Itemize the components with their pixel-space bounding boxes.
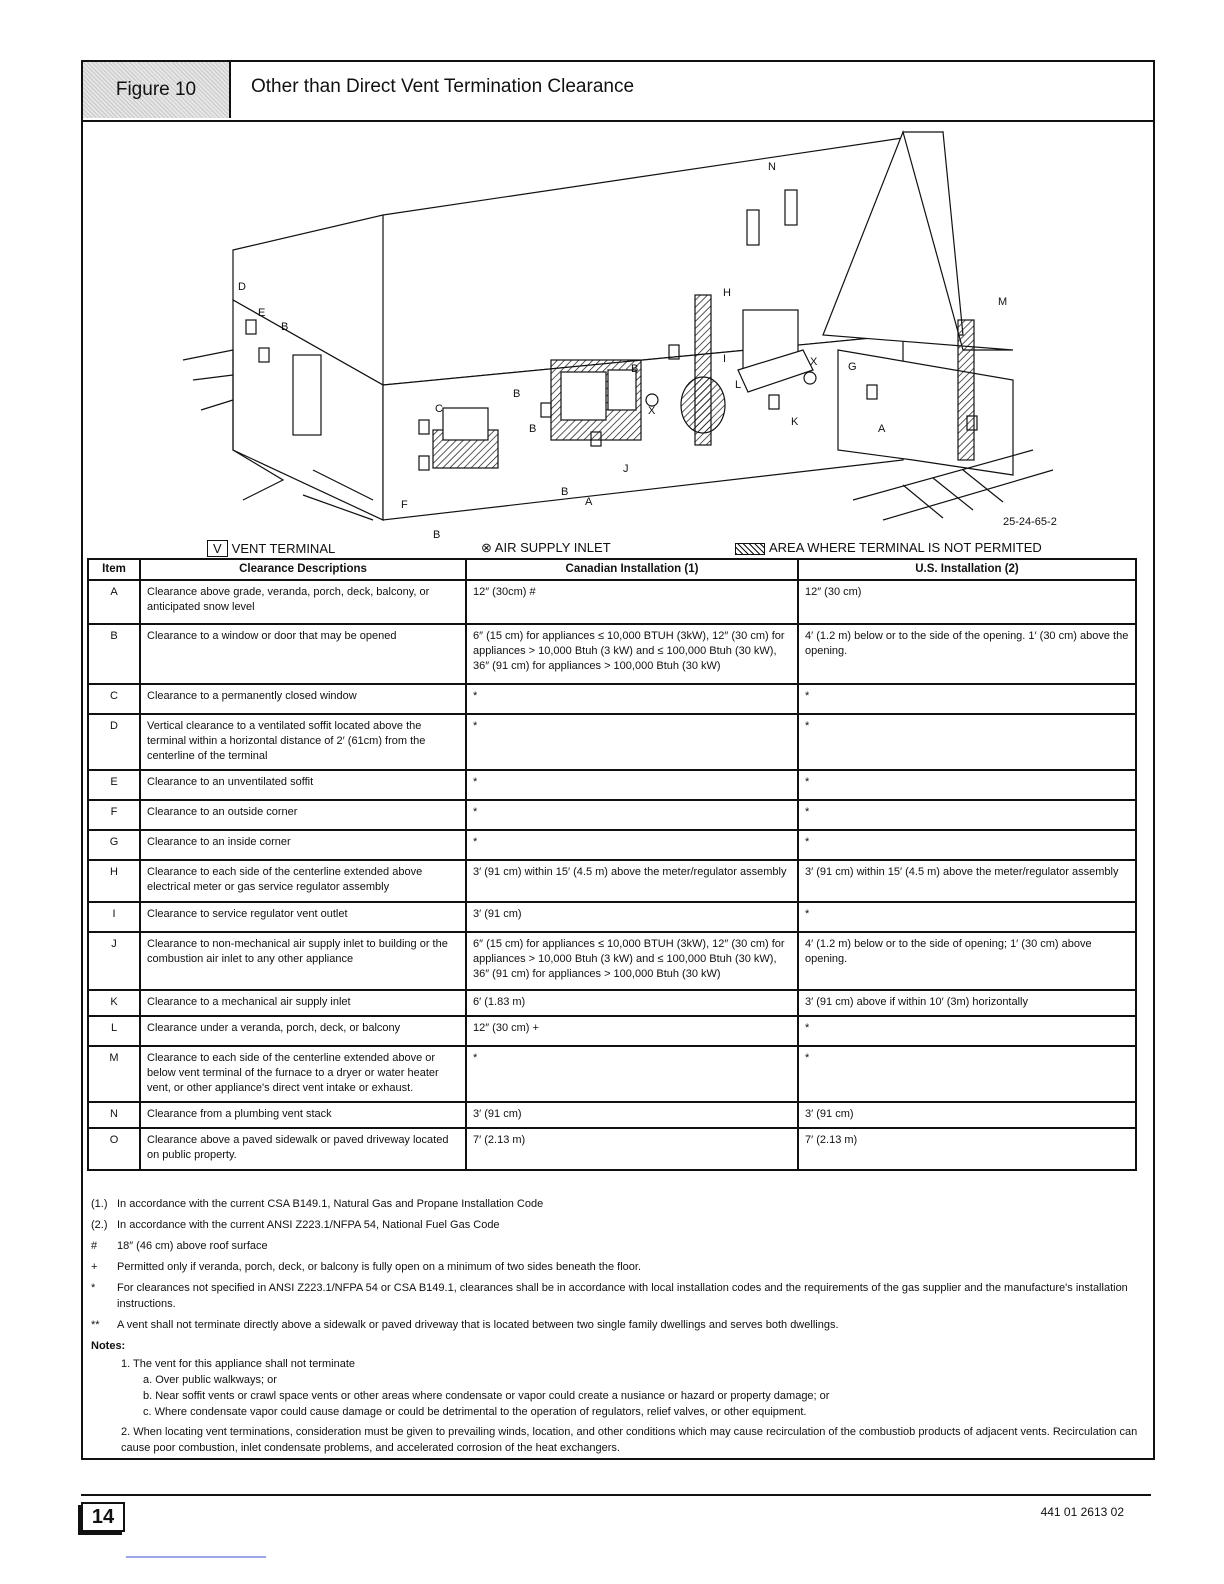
svg-text:J: J — [623, 463, 629, 475]
table-row: O Clearance above a paved sidewalk or paved driveway located on public property. 7′ (2.13 m) 7′ (2.13 m) — [88, 1128, 1136, 1170]
figure-frame — [81, 60, 1155, 1460]
air-supply-icon: ⊗ — [481, 540, 495, 555]
col-desc: Clearance Descriptions — [140, 559, 466, 580]
table-row: F Clearance to an outside corner * * — [88, 800, 1136, 830]
figure-header — [83, 62, 1153, 122]
legend-not-permitted: AREA WHERE TERMINAL IS NOT PERMITED — [735, 540, 1042, 555]
svg-text:A: A — [878, 423, 886, 435]
link-underline — [126, 1556, 266, 1558]
table-row: H Clearance to each side of the centerline extended above electrical meter or gas service regulator assembly 3′ (91 cm) within 15′ (4.5 m) above the meter/regulator assembly 3′ (91 cm) within 15′ (4.5 m) above the meter/regulator assembly — [88, 860, 1136, 902]
table-row: G Clearance to an inside corner * * — [88, 830, 1136, 860]
footnote: (1.) In accordance with the current CSA B149.1, Natural Gas and Propane Installation Code — [91, 1198, 544, 1210]
svg-text:F: F — [401, 499, 408, 511]
table-row: A Clearance above grade, veranda, porch, deck, balcony, or anticipated snow level 12″ (30cm) # 12″ (30 cm) — [88, 580, 1136, 624]
note-1: 1. The vent for this appliance shall not terminate — [121, 1358, 355, 1370]
svg-text:A: A — [585, 496, 593, 508]
house-diagram — [83, 120, 1153, 560]
notes-title: Notes: — [91, 1340, 126, 1352]
table-row: D Vertical clearance to a ventilated soffit located above the terminal within a horizontal distance of 2′ (61cm) from the centerline of the terminal * * — [88, 714, 1136, 770]
table-header-row — [88, 559, 1136, 580]
table-row: B Clearance to a window or door that may be opened 6″ (15 cm) for appliances ≤ 10,000 BTUH (3kW), 12″ (30 cm) for appliances > 10,000 Btuh (3 kW) and ≤ 100,000 Btuh (30 kW), 36″ (91 cm) for appliances > 100,000 Btuh (30 kW) 4′ (1.2 m) below or to the side of the opening. 1′ (30 cm) above the opening. — [88, 624, 1136, 684]
footnote: # 18″ (46 cm) above roof surface — [91, 1240, 268, 1252]
svg-text:B: B — [529, 423, 537, 435]
document-number: 441 01 2613 02 — [1040, 1505, 1124, 1519]
svg-text:I: I — [723, 353, 727, 365]
col-canadian: Canadian Installation (1) — [466, 559, 798, 580]
figure-title: Other than Direct Vent Termination Clearance — [251, 76, 635, 97]
svg-text:B: B — [561, 486, 569, 498]
svg-text:B: B — [631, 363, 639, 375]
door — [293, 355, 321, 435]
table-row: K Clearance to a mechanical air supply inlet 6′ (1.83 m) 3′ (91 cm) above if within 10′ (3m) horizontally — [88, 990, 1136, 1016]
table-row: M Clearance to each side of the centerline extended above or below vent terminal of the furnace to a dryer or water heater vent, or other appliance's direct vent intake or exhaust. * * — [88, 1046, 1136, 1102]
svg-text:K: K — [791, 416, 799, 428]
svg-text:B: B — [433, 529, 441, 541]
note-1a: a. Over public walkways; or — [143, 1374, 277, 1386]
svg-text:M: M — [998, 296, 1008, 308]
diagram-legend — [83, 540, 1153, 560]
legend-vent: V VENT TERMINAL — [207, 540, 335, 557]
svg-text:H: H — [723, 287, 731, 299]
svg-text:X: X — [648, 405, 656, 417]
svg-text:D: D — [238, 281, 246, 293]
table-row: L Clearance under a veranda, porch, deck, or balcony 12″ (30 cm) + * — [88, 1016, 1136, 1046]
footnote: + Permitted only if veranda, porch, deck, or balcony is fully open on a minimum of two sides beneath the floor. — [91, 1261, 641, 1273]
vent-symbol: V — [207, 540, 228, 557]
legend-air-supply: ⊗ AIR SUPPLY INLET — [481, 540, 611, 555]
table-row: J Clearance to non-mechanical air supply inlet to building or the combustion air inlet to any other appliance 6″ (15 cm) for appliances ≤ 10,000 BTUH (3kW), 12″ (30 cm) for appliances > 10,000 Btuh (3 kW) and ≤ 100,000 Btuh (30 kW), 36″ (91 cm) for appliances > 100,000 Btuh (30 kW) 4′ (1.2 m) below or to the side of opening; 1′ (30 cm) above opening. — [88, 932, 1136, 990]
col-item: Item — [88, 559, 140, 580]
footnote: (2.) In accordance with the current ANSI Z223.1/NFPA 54, National Fuel Gas Code — [91, 1219, 500, 1231]
svg-text:B: B — [513, 388, 521, 400]
note-2: 2. When locating vent terminations, consideration must be given to prevailing winds, location, and other conditions which may cause recirculation of the combustiob products of adjacent vents. Recirculation can cause poor combustion, inlet condensate problems, and accelerated corrosion of the heat exchangers. — [121, 1426, 1138, 1454]
svg-text:G: G — [848, 361, 857, 373]
note-1c: c. Where condensate vapor could cause damage or could be detrimental to the operation of regulators, relief valves, or other equipment. — [143, 1406, 807, 1418]
footnote: * For clearances not specified in ANSI Z223.1/NFPA 54 or CSA B149.1, clearances shall be in accordance with local installation codes and the requirements of the gas supplier and the manufacture's installation instructions. — [91, 1282, 1128, 1310]
svg-text:C: C — [435, 403, 443, 415]
hatch-icon — [735, 543, 765, 555]
svg-text:N: N — [768, 161, 776, 173]
footnotes — [91, 1196, 1141, 1456]
svg-text:L: L — [735, 379, 742, 391]
figure-label: Figure 10 — [83, 62, 231, 118]
table-row: E Clearance to an unventilated soffit * * — [88, 770, 1136, 800]
table-row: C Clearance to a permanently closed window * * — [88, 684, 1136, 714]
col-us: U.S. Installation (2) — [798, 559, 1136, 580]
svg-text:E: E — [258, 307, 266, 319]
svg-text:B: B — [281, 321, 289, 333]
drawing-number: 25-24-65-2 — [1003, 516, 1057, 528]
table-row: I Clearance to service regulator vent outlet 3′ (91 cm) * — [88, 902, 1136, 932]
footer-rule — [81, 1494, 1151, 1496]
clearance-table — [87, 558, 1137, 1171]
footnote: ** A vent shall not terminate directly above a sidewalk or paved driveway that is located between two single family dwellings and serves both dwellings. — [91, 1319, 839, 1331]
table-row: N Clearance from a plumbing vent stack 3′ (91 cm) 3′ (91 cm) — [88, 1102, 1136, 1128]
svg-text:X: X — [810, 356, 818, 368]
page-number: 14 — [81, 1502, 125, 1532]
note-1b: b. Near soffit vents or crawl space vents or other areas where condensate or vapor could create a nusiance or hazard or property damage; or — [143, 1390, 830, 1402]
